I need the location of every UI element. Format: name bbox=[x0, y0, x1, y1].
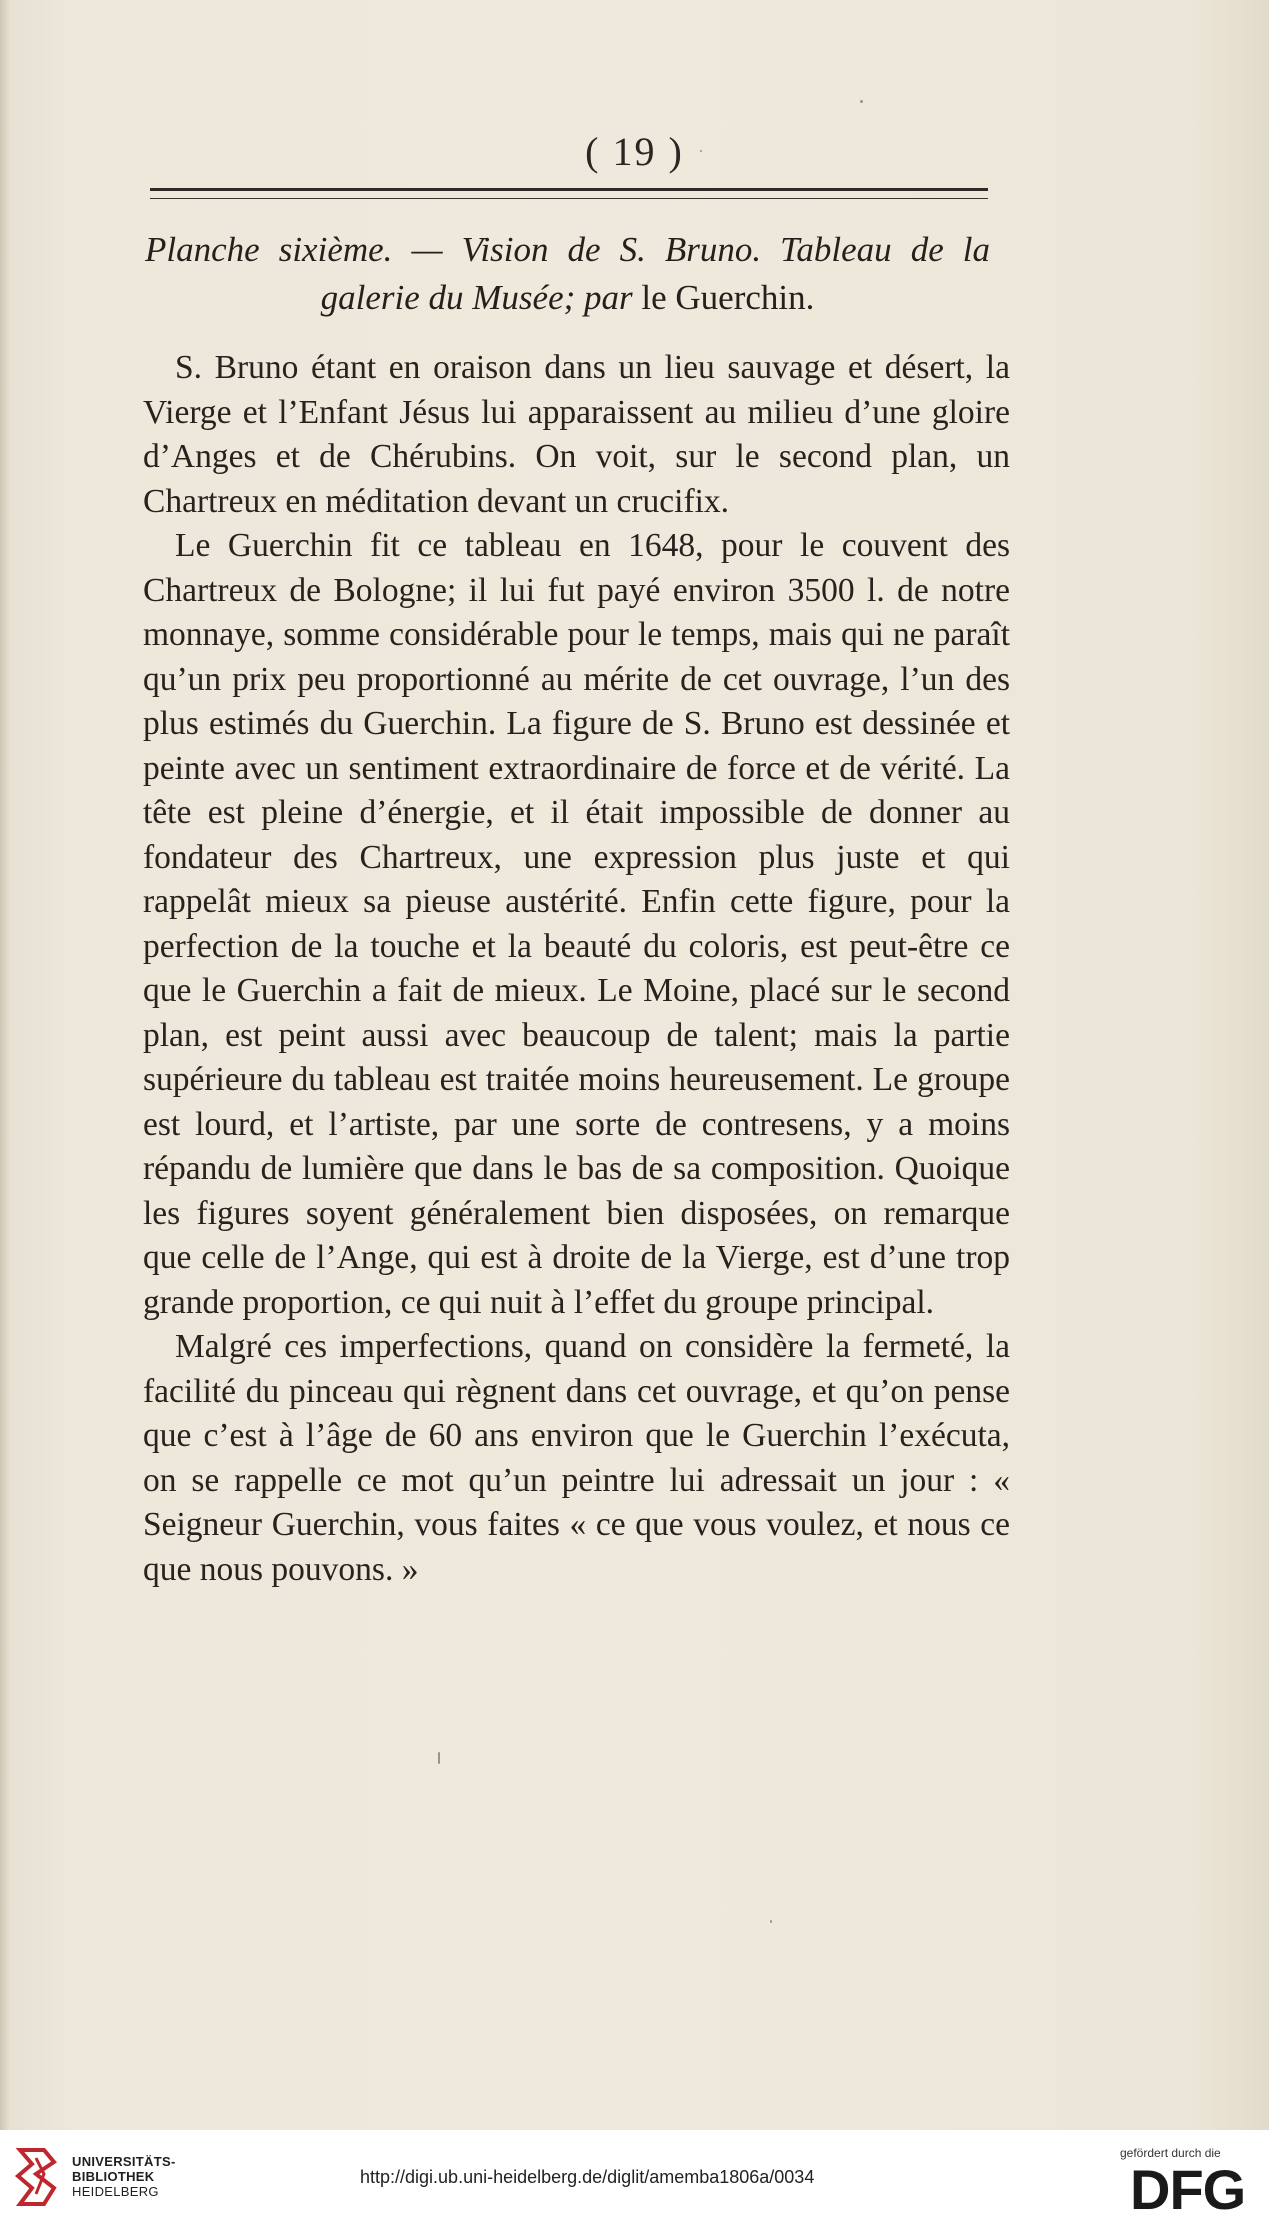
title-line-1: Planche sixième. — Vision de S. Bruno. Tableau de la bbox=[145, 230, 990, 269]
permalink-url[interactable]: http://digi.ub.uni-heidelberg.de/diglit/amemba1806a/0034 bbox=[360, 2167, 815, 2187]
paragraph-1: S. Bruno étant en oraison dans un lieu sauvage et désert, la Vierge et l’Enfant Jésus lui apparaissent au milieu d’une gloire d’Anges et de Chérubins. On voit, sur le second plan, un Chartreux en méditation devant un crucifix. bbox=[143, 349, 1010, 520]
page-number: ( 19 ) bbox=[585, 129, 684, 174]
university-seal-icon bbox=[14, 2144, 60, 2210]
plate-title bbox=[145, 226, 990, 322]
institution-line-3: HEIDELBERG bbox=[72, 2184, 159, 2199]
dfg-logo: DFG bbox=[1130, 2158, 1246, 2221]
institution-line-2: BIBLIOTHEK bbox=[72, 2169, 155, 2184]
title-line-2 bbox=[145, 274, 990, 322]
paper-speck bbox=[700, 150, 702, 152]
sponsor-label: gefördert durch die bbox=[1120, 2146, 1221, 2160]
paragraph-2: Le Guerchin fit ce tableau en 1648, pour le couvent des Chartreux de Bologne; il lui fut payé environ 3500 l. de notre monnaye, somme considérable pour le temps, mais qui ne paraît qu’un prix peu proportionné au mérite de cet ouvrage, l’un des plus estimés du Guerchin. La figure de S. Bruno est dessinée et peinte avec un sentiment extraordinaire de force et de vérité. La tête est pleine d’énergie, et il était impossible de donner au fondateur des Chartreux, une expression plus juste et qui rappelât mieux sa pieuse austérité. Enfin cette figure, pour la perfection de la touche et la beauté du coloris, est peut-être ce que le Guerchin a fait de mieux. Le Moine, placé sur le second plan, est peint aussi avec beaucoup de talent; mais la partie supérieure du tableau est traitée moins heureusement. Le groupe est lourd, et l’artiste, par une sorte de contresens, y a moins répandu de lumière que dans le bas de sa composition. Quoique les figures soyent généralement bien disposées, on remarque que celle de l’Ange, qui est à droite de la Vierge, est d’une trop grande proportion, ce qui nuit à l’effet du groupe principal. bbox=[143, 527, 1010, 1321]
title-line-2-artist: le Guerchin. bbox=[641, 278, 815, 317]
paper-speck bbox=[860, 100, 863, 103]
institution-name bbox=[72, 2154, 176, 2199]
paper-speck bbox=[438, 1752, 440, 1764]
paper-speck bbox=[770, 1920, 772, 1923]
header-rule-thick bbox=[150, 188, 988, 191]
header-rule-thin bbox=[150, 198, 988, 199]
paragraph-3: Malgré ces imperfections, quand on considère la fermeté, la facilité du pinceau qui règnent dans cet ouvrage, et qu’on pense que c’est à l’âge de 60 ans environ que le Guerchin l’exécuta, on se rappelle ce mot qu’un peintre lui adressait un jour : « Seigneur Guerchin, vous faites « ce que vous voulez, et nous ce que nous pouvons. » bbox=[143, 1328, 1010, 1588]
footer-bar bbox=[0, 2130, 1269, 2224]
institution-line-1: UNIVERSITÄTS- bbox=[72, 2154, 176, 2169]
page-edge-shadow bbox=[0, 0, 10, 2130]
title-line-2-italic: galerie du Musée; par bbox=[320, 278, 642, 317]
body-text bbox=[143, 346, 1010, 1592]
